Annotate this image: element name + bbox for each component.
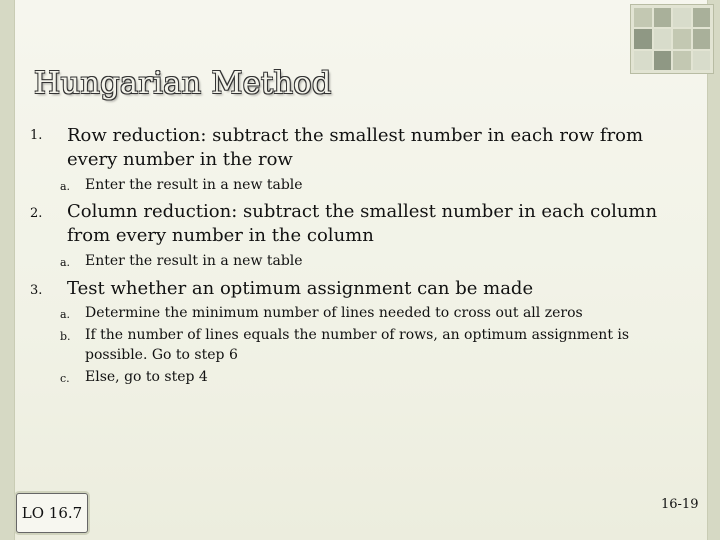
sub-item-text: Enter the result in a new table (85, 177, 303, 193)
decorative-photo-collage (630, 4, 714, 74)
item-number: 3. (30, 283, 43, 298)
sub-item-letter: a. (60, 256, 71, 269)
collage-grid (634, 8, 710, 70)
item-text: Column reduction: subtract the smallest number in each column from every number in the column (67, 201, 658, 246)
sub-item-letter: b. (60, 330, 71, 343)
slide-title: Hungarian Method (34, 66, 332, 101)
item-text: Row reduction: subtract the smallest number in each row from every number in the row (67, 125, 644, 170)
item-number: 1. (30, 128, 43, 143)
sub-item-text: Enter the result in a new table (85, 253, 303, 269)
sub-item-text: Else, go to step 4 (85, 369, 208, 385)
sub-item-letter: a. (60, 180, 71, 193)
item-number: 2. (30, 206, 43, 221)
sub-item-letter: c. (60, 372, 70, 385)
page-number: 16-19 (661, 497, 699, 512)
learning-objective-label: LO 16.7 (21, 504, 83, 522)
sub-item-text: Determine the minimum number of lines needed to cross out all zeros (85, 305, 583, 321)
sub-item-text: If the number of lines equals the number of rows, an optimum assignment is possible. Go to step 6 (85, 327, 630, 363)
item-text: Test whether an optimum assignment can be made (67, 278, 534, 299)
sub-item-letter: a. (60, 308, 71, 321)
learning-objective-badge (16, 493, 88, 533)
